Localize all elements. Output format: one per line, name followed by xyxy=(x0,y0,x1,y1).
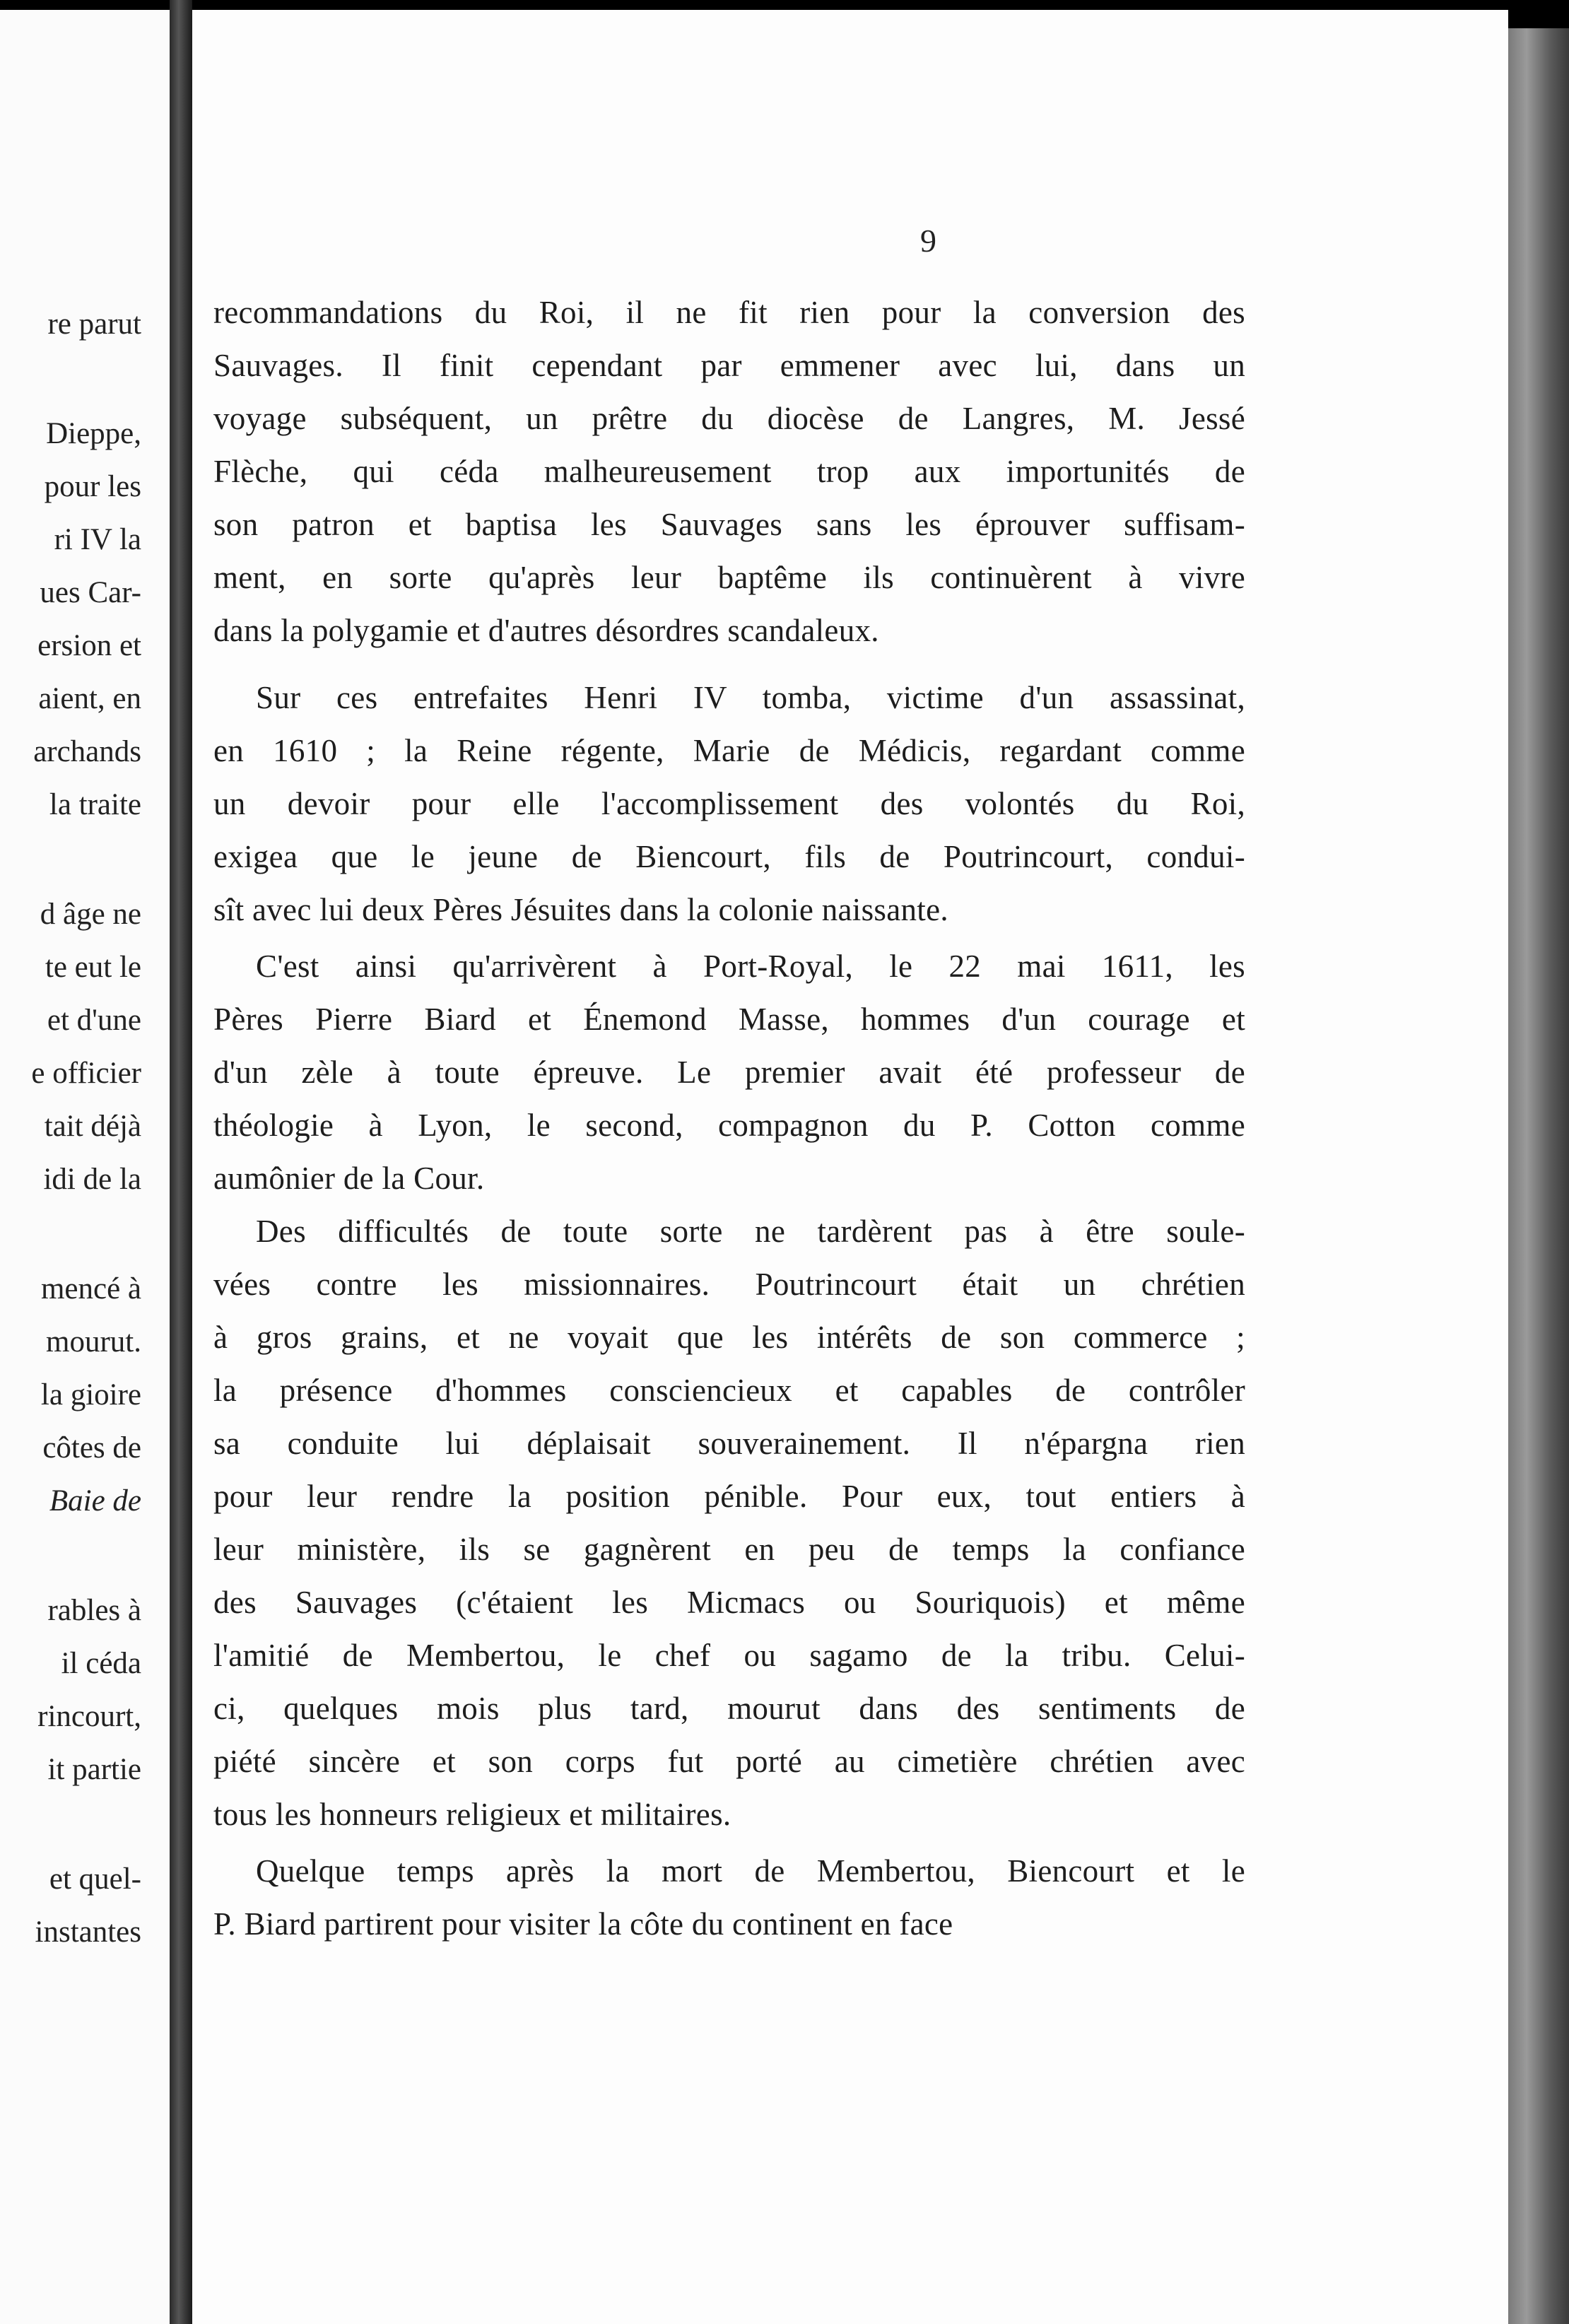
paragraph xyxy=(213,940,1245,1205)
left-page-fragment: re parut xyxy=(47,307,141,341)
left-page-fragment: pour les xyxy=(44,470,141,503)
text-line: piété sincère et son corps fut porté au cimetière chrétien avec xyxy=(213,1744,1245,1779)
text-line: P. Biard partirent pour visiter la côte du continent en face xyxy=(213,1906,953,1942)
text-line: recommandations du Roi, il ne fit rien pour la conversion des xyxy=(213,295,1245,330)
left-page-fragment: et quel- xyxy=(49,1862,141,1896)
text-line: ment, en sorte qu'après leur baptême ils continuèrent à vivre xyxy=(213,560,1245,595)
left-page-fragment: rincourt, xyxy=(37,1700,141,1733)
text-line: théologie à Lyon, le second, compagnon du P. Cotton comme xyxy=(213,1108,1245,1143)
paragraph xyxy=(213,1205,1245,1841)
page-number: 9 xyxy=(920,223,936,259)
text-line: tous les honneurs religieux et militaires. xyxy=(213,1797,731,1832)
page-edge xyxy=(1508,28,1569,2324)
text-line: Sur ces entrefaites Henri IV tomba, victime d'un assassinat, xyxy=(256,680,1245,715)
paragraph xyxy=(213,671,1245,937)
text-line: sa conduite lui déplaisait souverainement. Il n'épargna rien xyxy=(213,1426,1245,1461)
text-line: voyage subséquent, un prêtre du diocèse de Langres, M. Jessé xyxy=(213,401,1245,436)
left-page-fragment: tait déjà xyxy=(44,1110,141,1143)
left-page-fragment: e officier xyxy=(31,1057,141,1090)
left-page-fragment: la traite xyxy=(49,788,141,821)
left-page-fragment: archands xyxy=(33,735,141,768)
text-line: l'amitié de Membertou, le chef ou sagamo de la tribu. Celui- xyxy=(213,1638,1245,1673)
text-line: pour leur rendre la position pénible. Pour eux, tout entiers à xyxy=(213,1479,1245,1514)
paragraph xyxy=(213,1845,1245,1951)
text-line: la présence d'hommes consciencieux et capables de contrôler xyxy=(213,1373,1245,1408)
left-page-fragment: ues Car- xyxy=(40,576,141,609)
text-line: C'est ainsi qu'arrivèrent à Port-Royal, le 22 mai 1611, les xyxy=(256,949,1245,984)
left-page-fragment: instantes xyxy=(35,1915,141,1949)
left-page-fragment: d âge ne xyxy=(40,898,141,931)
text-line: vées contre les missionnaires. Poutrincourt était un chrétien xyxy=(213,1267,1245,1302)
text-line: aumônier de la Cour. xyxy=(213,1161,485,1196)
text-line: à gros grains, et ne voyait que les intérêts de son commerce ; xyxy=(213,1320,1245,1355)
left-page-fragment: côtes de xyxy=(42,1431,141,1465)
left-page-fragment: Dieppe, xyxy=(46,417,141,450)
text-line: son patron et baptisa les Sauvages sans les éprouver suffisam- xyxy=(213,507,1245,542)
text-line: Pères Pierre Biard et Énemond Masse, hommes d'un courage et xyxy=(213,1002,1245,1037)
left-page-fragment: aient, en xyxy=(38,682,141,715)
paragraph xyxy=(213,286,1245,657)
right-page xyxy=(192,10,1508,2324)
text-line: Des difficultés de toute sorte ne tardèrent pas à être soule- xyxy=(256,1214,1245,1249)
text-line: dans la polygamie et d'autres désordres scandaleux. xyxy=(213,613,879,648)
left-page-fragment: ersion et xyxy=(37,629,141,662)
left-page-fragment: rables à xyxy=(47,1594,141,1627)
text-line: leur ministère, ils se gagnèrent en peu de temps la confiance xyxy=(213,1532,1245,1567)
left-page xyxy=(0,10,170,2324)
text-line: un devoir pour elle l'accomplissement des volontés du Roi, xyxy=(213,786,1245,821)
left-page-fragment: la gioire xyxy=(40,1378,141,1412)
left-page-fragment: mencé à xyxy=(40,1272,141,1305)
text-line: d'un zèle à toute épreuve. Le premier avait été professeur de xyxy=(213,1055,1245,1090)
left-page-fragment: Baie de xyxy=(49,1484,141,1518)
text-line: Sauvages. Il finit cependant par emmener avec lui, dans un xyxy=(213,348,1245,383)
left-page-fragment: et d'une xyxy=(47,1004,141,1037)
text-line: exigea que le jeune de Biencourt, fils de Poutrincourt, condui- xyxy=(213,839,1245,874)
text-line: ci, quelques mois plus tard, mourut dans des sentiments de xyxy=(213,1691,1245,1726)
left-page-fragment: idi de la xyxy=(43,1163,141,1196)
left-page-fragment: mourut. xyxy=(46,1325,141,1358)
text-line: Flèche, qui céda malheureusement trop aux importunités de xyxy=(213,454,1245,489)
book-gutter xyxy=(170,0,192,2324)
left-page-fragment: it partie xyxy=(47,1753,141,1786)
text-line: sît avec lui deux Pères Jésuites dans la colonie naissante. xyxy=(213,892,948,927)
left-page-fragment: ri IV la xyxy=(54,523,141,556)
left-page-fragment: il céda xyxy=(61,1647,141,1680)
text-line: Quelque temps après la mort de Membertou, Biencourt et le xyxy=(256,1853,1245,1889)
text-line: en 1610 ; la Reine régente, Marie de Médicis, regardant comme xyxy=(213,733,1245,768)
text-line: des Sauvages (c'étaient les Micmacs ou Souriquois) et même xyxy=(213,1585,1245,1620)
left-page-fragment: te eut le xyxy=(45,951,141,984)
